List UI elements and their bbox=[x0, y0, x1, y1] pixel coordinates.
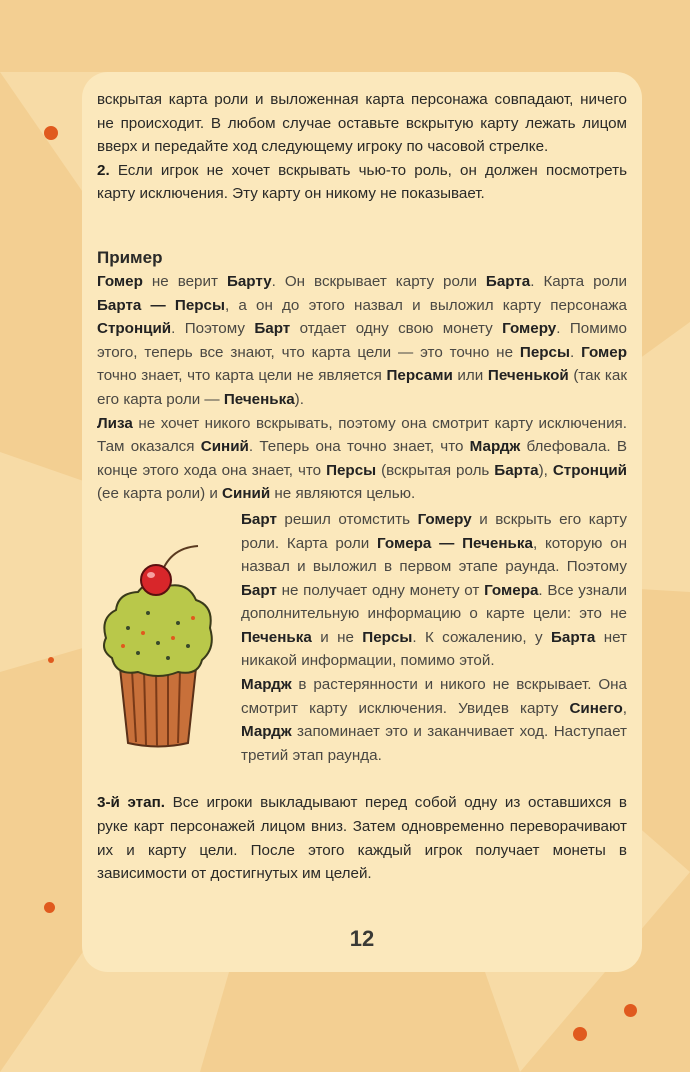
text-run: . Помимо этого, теперь все знают, что карта цели — это точно не bbox=[97, 320, 628, 361]
example-heading: Пример bbox=[97, 247, 163, 267]
bold-text: Персы bbox=[362, 628, 413, 646]
cupcake-illustration bbox=[98, 538, 218, 753]
text-run: не получает одну монету от bbox=[276, 581, 485, 599]
text-run: и вскрыть его карту роли. Карта роли bbox=[241, 510, 627, 552]
page-number: 12 bbox=[349, 925, 375, 951]
bold-text: Гомеру bbox=[502, 320, 557, 338]
content-panel bbox=[82, 72, 642, 972]
paragraph bbox=[241, 673, 627, 767]
text-run: ), bbox=[538, 461, 553, 479]
text-run: решил отомстить bbox=[276, 510, 418, 528]
text-run: Все игроки выкладывают перед собой одну из оставшихся в руке карт персонажей лицом вниз. Затем одновременно переворачивают их и карту цели. После этого каждый игрок получает монеты в зависимости от достигнутых им целей. bbox=[97, 794, 627, 883]
bold-text: Синего bbox=[569, 699, 623, 717]
text-run: . Он вскрывает карту роли bbox=[271, 272, 486, 290]
bold-text: Стронций bbox=[552, 461, 627, 479]
text-run: или bbox=[452, 367, 488, 385]
bold-text: Барта bbox=[550, 628, 596, 646]
bold-text: 3-й этап. bbox=[97, 794, 165, 812]
bold-text: Барт bbox=[254, 320, 291, 338]
bold-text: Гомеру bbox=[417, 510, 472, 528]
text-run: (так как его карта роли — bbox=[97, 367, 627, 408]
bold-text: Барту bbox=[226, 272, 272, 290]
bold-text: Лиза bbox=[97, 414, 133, 432]
bold-text: Печенька bbox=[223, 390, 295, 408]
bold-text: Синий bbox=[200, 438, 249, 456]
bold-text: Гомера — Печенька bbox=[377, 534, 533, 552]
text-run: . Теперь она точно знает, что bbox=[248, 438, 470, 456]
text-run: не верит bbox=[142, 272, 227, 290]
bold-text: Барт bbox=[241, 581, 277, 599]
text-run: не хочет никого вскрывать, поэтому она смотрит карту исключения. Там оказался bbox=[97, 414, 627, 456]
paragraph bbox=[97, 791, 627, 885]
text-run: , а он до этого назвал и выложил карту персонажа bbox=[224, 296, 627, 314]
bold-text: Барта bbox=[485, 272, 531, 290]
bold-text: Печенька bbox=[241, 628, 312, 646]
text-run: . Все узнали дополнительную информацию о карте цели: это не bbox=[241, 581, 627, 623]
text-run: (ее карта роли) и bbox=[97, 485, 223, 503]
text-run: Если игрок не хочет вскрывать чью-то роль, он должен посмотреть карту исключения. Эту карту он никому не показывает. bbox=[97, 161, 627, 203]
text-run: . Карта роли bbox=[530, 272, 627, 290]
paragraph bbox=[97, 88, 627, 159]
paragraph bbox=[97, 159, 627, 206]
text-run: точно знает, что карта цели не является bbox=[97, 367, 387, 385]
text-run: . Поэтому bbox=[171, 320, 255, 338]
text-run: нет никакой информации, помимо этой. bbox=[241, 628, 627, 670]
text-run: (вскрытая роль bbox=[376, 461, 495, 479]
example-section bbox=[97, 246, 627, 506]
bold-text: Печенькой bbox=[487, 367, 569, 385]
text-run: . bbox=[569, 343, 582, 361]
bold-text: Барта — Персы bbox=[97, 296, 225, 314]
side-example-block bbox=[97, 508, 627, 768]
bold-text: Стронций bbox=[97, 320, 172, 338]
bold-text: Гомер bbox=[97, 272, 143, 290]
bold-text: 2. bbox=[97, 161, 110, 179]
bold-text: Персы bbox=[326, 461, 377, 479]
text-run: , которую он назвал и выложил в первом этапе раунда. Поэтому bbox=[241, 534, 627, 576]
text-run: блефовала. В конце этого хода она знает, что bbox=[97, 438, 627, 479]
decor-dot bbox=[48, 657, 54, 663]
text-run: в растерянности и никого не вскрывает. Она смотрит карту исключения. Увидев карту bbox=[241, 676, 627, 717]
text-run: не являются целью. bbox=[270, 485, 416, 503]
decor-dot bbox=[44, 902, 55, 913]
text-run: отдает одну свою монету bbox=[290, 320, 503, 338]
bold-text: Синий bbox=[222, 485, 271, 503]
decor-dot bbox=[44, 126, 58, 140]
bold-text: Персами bbox=[386, 367, 453, 385]
decor-dot bbox=[573, 1027, 587, 1041]
bold-text: Мардж bbox=[241, 723, 292, 741]
text-run: , bbox=[622, 699, 627, 717]
bold-text: Персы bbox=[519, 343, 570, 361]
stage3-section bbox=[97, 791, 627, 885]
paragraph bbox=[97, 270, 627, 412]
paragraph bbox=[241, 508, 627, 673]
bold-text: Гомера bbox=[484, 581, 539, 599]
decor-dot bbox=[624, 1004, 637, 1017]
text-run: вскрытая карта роли и выложенная карта персонажа совпадают, ничего не происходит. В любом случае оставьте вскрытую карту лежать лицом вверх и передайте ход следующему игроку по часовой стрелке. bbox=[97, 91, 627, 156]
intro-section bbox=[97, 88, 627, 206]
bold-text: Гомер bbox=[581, 343, 627, 361]
bold-text: Барт bbox=[241, 510, 277, 528]
bold-text: Мардж bbox=[241, 676, 292, 694]
side-example-section bbox=[241, 508, 627, 768]
text-run: и не bbox=[311, 628, 363, 646]
text-run: . К сожалению, у bbox=[412, 628, 551, 646]
bold-text: Барта bbox=[494, 461, 539, 479]
text-run: запоминает это и заканчивает ход. Наступает третий этап раунда. bbox=[241, 723, 627, 764]
text-run: ). bbox=[294, 390, 304, 408]
bold-text: Мардж bbox=[469, 438, 521, 456]
paragraph bbox=[97, 412, 627, 506]
